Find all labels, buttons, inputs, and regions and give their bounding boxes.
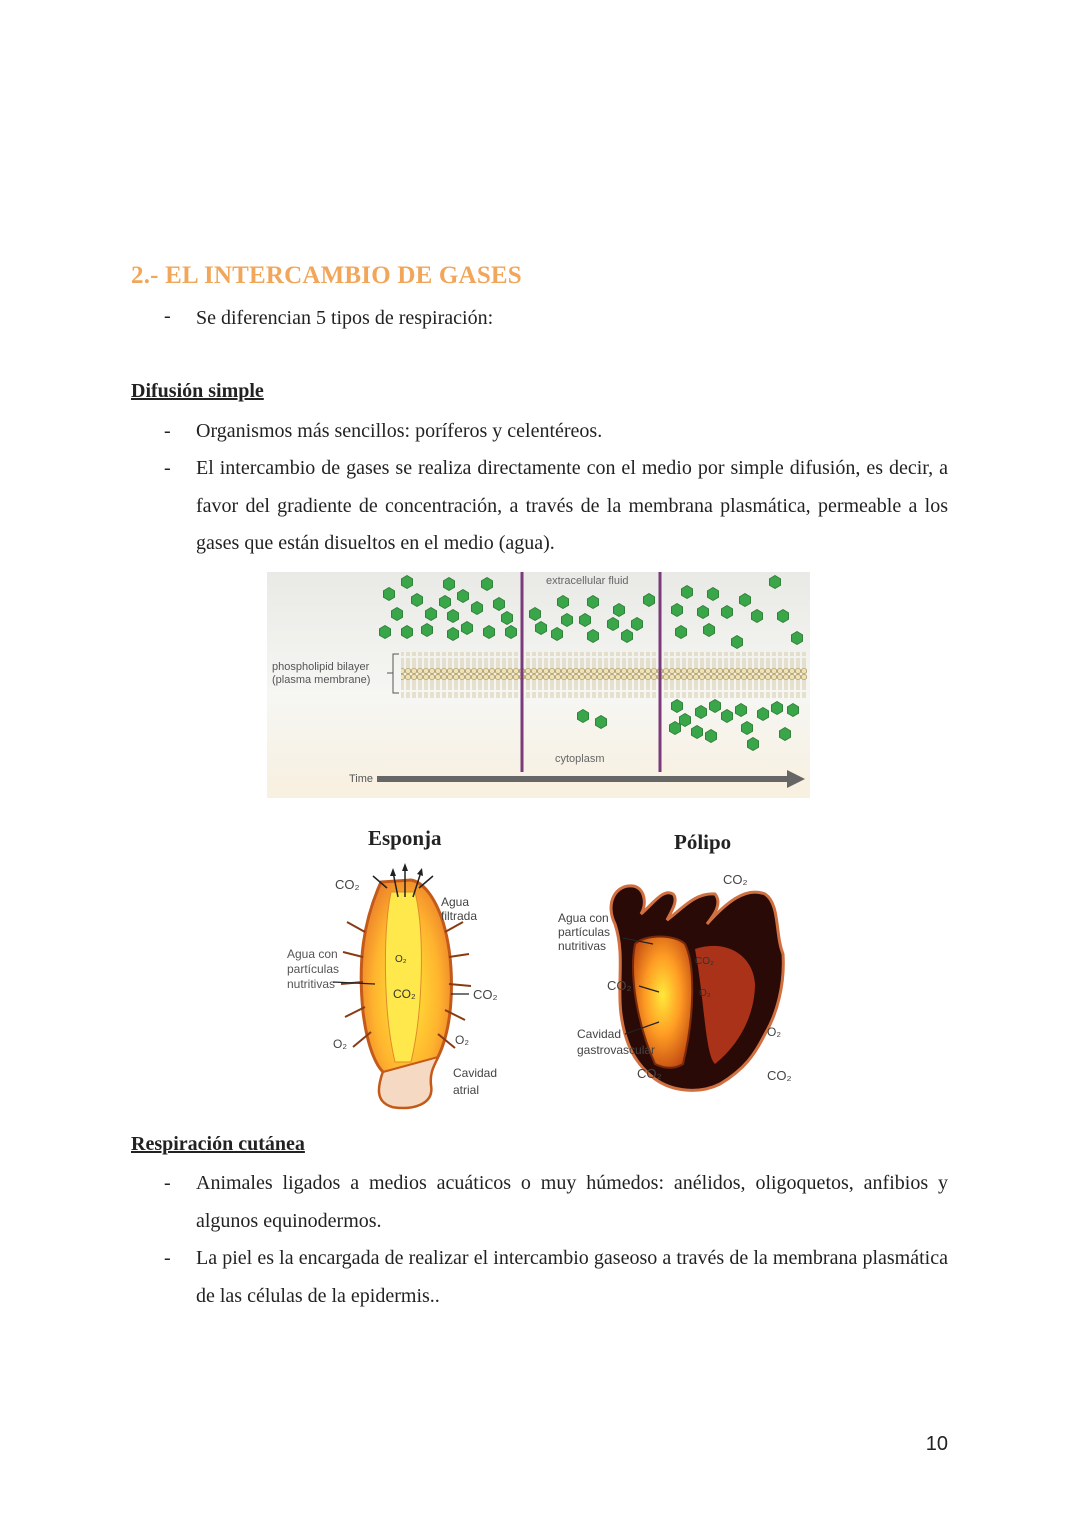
gas-molecule — [631, 618, 642, 631]
polipo-gastrovascular: gastrovascular — [577, 1043, 656, 1057]
gas-molecule — [769, 576, 780, 589]
polipo-o2-inner: O₂ — [699, 988, 711, 999]
gas-molecule — [401, 626, 412, 639]
polipo-o2-right: O₂ — [767, 1025, 781, 1039]
esponja-agua-con: Agua con — [287, 947, 338, 961]
section-title: 2.- EL INTERCAMBIO DE GASES — [131, 262, 522, 289]
gas-molecule — [757, 708, 768, 721]
gas-molecule — [681, 586, 692, 599]
gas-molecule — [401, 576, 412, 589]
gas-molecule — [501, 612, 512, 625]
polipo-title: Pólipo — [674, 830, 732, 854]
polipo-diagram — [555, 864, 805, 1104]
label-time: Time — [349, 773, 374, 785]
label-cytoplasm: cytoplasm — [555, 753, 605, 765]
gas-molecule — [561, 614, 572, 627]
esponja-co2-top: CO₂ — [335, 877, 360, 892]
gas-molecule — [751, 610, 762, 623]
heading-difusion-simple: Difusión simple — [131, 380, 264, 402]
gas-molecule — [691, 726, 702, 739]
bullet-dash: - — [164, 457, 171, 479]
gas-molecule — [551, 628, 562, 641]
esponja-agua-filtrada: Agua — [441, 895, 470, 909]
gas-molecule — [721, 710, 732, 723]
gas-molecule — [447, 610, 458, 623]
gas-molecule — [787, 704, 798, 717]
esponja-cavidad: Cavidad — [453, 1066, 498, 1080]
label-bilayer: phospholipid bilayer — [272, 661, 370, 673]
gas-molecule — [457, 590, 468, 603]
gas-molecule — [671, 700, 682, 713]
gas-molecule — [607, 618, 618, 631]
gas-molecule — [621, 630, 632, 643]
gas-molecule — [703, 624, 714, 637]
esponja-atrial: atrial — [453, 1083, 480, 1097]
gas-molecule — [671, 604, 682, 617]
gas-molecule — [613, 604, 624, 617]
polipo-co2-bottom-right: CO₂ — [767, 1068, 792, 1083]
gas-molecule — [379, 626, 390, 639]
gas-molecule — [791, 632, 802, 645]
gas-molecule — [709, 700, 720, 713]
gas-molecule — [771, 702, 782, 715]
gas-molecule — [587, 630, 598, 643]
esponja-particulas: partículas — [287, 962, 340, 976]
esponja-nutritivas: nutritivas — [287, 977, 336, 991]
difusion-bullet-2: El intercambio de gases se realiza directamente con el medio por simple difusión, es decir, a favor del gradiente de concentración, a través de la membrana plasmática, permeable a los gases que están disueltos en el medio (agua). — [196, 457, 948, 554]
gas-molecule — [747, 738, 758, 751]
gas-molecule — [675, 626, 686, 639]
gas-molecule — [697, 606, 708, 619]
intro-bullet: Se diferencian 5 tipos de respiración: — [196, 307, 494, 329]
polipo-agua-con: Agua con — [558, 911, 609, 925]
gas-molecule — [529, 608, 540, 621]
gas-molecule — [587, 596, 598, 609]
gas-molecule — [577, 710, 588, 723]
gas-molecule — [777, 610, 788, 623]
gas-molecule — [483, 626, 494, 639]
esponja-co2-inner: CO₂ — [393, 987, 416, 1001]
gas-molecule — [679, 714, 690, 727]
gas-molecule — [579, 614, 590, 627]
gas-molecule — [425, 608, 436, 621]
esponja-o2-left: O₂ — [333, 1037, 347, 1051]
gas-molecule — [731, 636, 742, 649]
page-number: 10 — [925, 1433, 948, 1455]
bullet-dash: - — [164, 1172, 171, 1194]
polipo-co2-bottom: CO₂ — [637, 1066, 662, 1081]
gas-molecule — [643, 594, 654, 607]
polipo-co2-top: CO₂ — [723, 872, 748, 887]
cutanea-bullet-2: La piel es la encargada de realizar el intercambio gaseoso a través de la membrana plasmática de las células de la epidermis.. — [196, 1247, 948, 1307]
esponja-co2-right: CO₂ — [473, 987, 498, 1002]
gas-molecule — [735, 704, 746, 717]
gas-molecule — [739, 594, 750, 607]
bullet-dash: - — [164, 1247, 171, 1269]
label-extracellular-fluid: extracellular fluid — [546, 575, 629, 587]
bullet-dash: - — [164, 305, 171, 327]
gas-molecule — [705, 730, 716, 743]
cutanea-bullet-1: Animales ligados a medios acuáticos o muy húmedos: anélidos, oligoquetos, anfibios y algunos equinodermos. — [196, 1172, 948, 1232]
gas-molecule — [695, 706, 706, 719]
gas-molecule — [447, 628, 458, 641]
heading-respiracion-cutanea: Respiración cutánea — [131, 1133, 305, 1155]
polipo-co2-inner: CO₂ — [695, 956, 714, 967]
esponja-diagram — [283, 862, 523, 1112]
gas-molecule — [439, 596, 450, 609]
esponja-o2-inner: O₂ — [395, 954, 407, 965]
difusion-bullet-1: Organismos más sencillos: poríferos y celentéreos. — [196, 420, 603, 442]
gas-molecule — [779, 728, 790, 741]
gas-molecule — [443, 578, 454, 591]
gas-molecule — [461, 622, 472, 635]
polipo-nutritivas: nutritivas — [558, 939, 607, 953]
polipo-co2-left: CO₂ — [607, 978, 632, 993]
gas-molecule — [741, 722, 752, 735]
gas-molecule — [557, 596, 568, 609]
gas-molecule — [595, 716, 606, 729]
gas-molecule — [391, 608, 402, 621]
esponja-agua-filtrada-2: filtrada — [441, 909, 478, 923]
gas-molecule — [721, 606, 732, 619]
gas-molecule — [421, 624, 432, 637]
gas-molecule — [411, 594, 422, 607]
label-plasma-membrane: (plasma membrane) — [272, 674, 371, 686]
gas-molecule — [481, 578, 492, 591]
esponja-o2-right: O₂ — [455, 1033, 469, 1047]
gas-molecule — [471, 602, 482, 615]
bullet-dash: - — [164, 420, 171, 442]
gas-molecule — [505, 626, 516, 639]
lipid-bilayer — [401, 652, 807, 698]
gas-molecule — [669, 722, 680, 735]
polipo-cavidad: Cavidad — [577, 1027, 622, 1041]
gas-molecule — [383, 588, 394, 601]
gas-molecule — [493, 598, 504, 611]
gas-molecule — [535, 622, 546, 635]
diffusion-figure — [267, 572, 810, 798]
esponja-title: Esponja — [368, 826, 442, 850]
polipo-particulas: partículas — [558, 925, 611, 939]
gas-molecule — [707, 588, 718, 601]
